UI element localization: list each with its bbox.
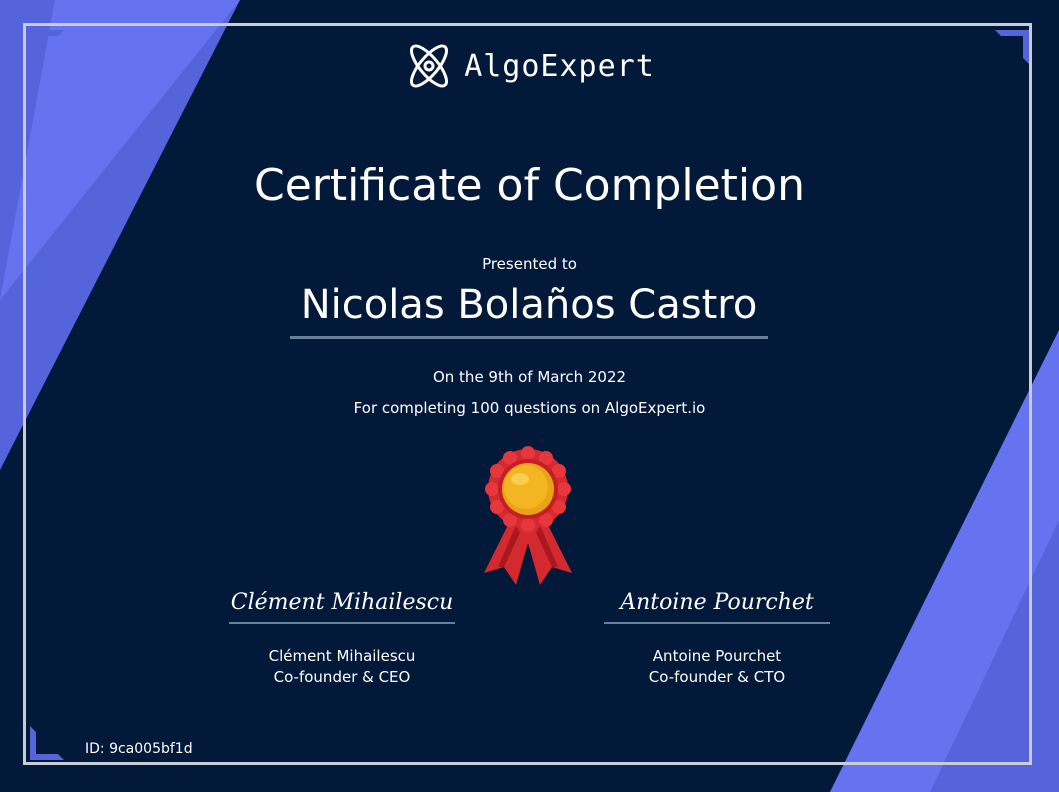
signatory-role-ceo: Co-founder & CEO [273, 668, 411, 686]
atom-icon [404, 39, 454, 93]
presented-to-label: Presented to [482, 255, 577, 273]
signature-cto: Antoine Pourchet [604, 584, 830, 624]
signatory-name-ceo: Clément Mihailescu [268, 647, 416, 665]
completion-description: For completing 100 questions on AlgoExpert.io [353, 399, 706, 417]
award-medal-icon [480, 445, 576, 587]
recipient-name: Nicolas Bolaños Castro [290, 282, 768, 339]
signatory-role-cto: Co-founder & CTO [648, 668, 786, 686]
corner-bracket-bottom-left [30, 724, 66, 760]
signature-ceo: Clément Mihailescu [229, 584, 455, 624]
brand-name: AlgoExpert [464, 48, 655, 84]
signatory-name-cto: Antoine Pourchet [652, 647, 782, 665]
corner-bracket-bottom-right [993, 724, 1029, 760]
signature-block-cto [604, 584, 830, 688]
brand-logo [0, 38, 1059, 94]
signature-block-ceo [229, 584, 455, 688]
certificate-title: Certificate of Completion [254, 160, 805, 211]
certificate-border [23, 23, 1032, 765]
certificate-id: ID: 9ca005bf1d [85, 741, 193, 757]
completion-date: On the 9th of March 2022 [432, 368, 627, 386]
